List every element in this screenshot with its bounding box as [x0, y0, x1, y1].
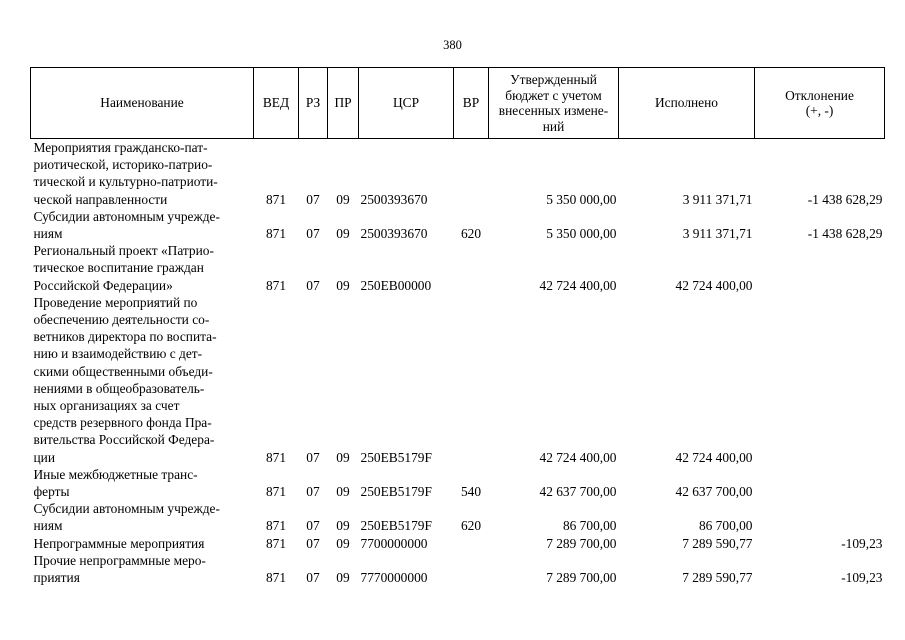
cell-name-line: Российской Федерации» [33, 277, 173, 293]
cell-csr: 250ЕВ00000 [360, 277, 432, 293]
header-approved-line: ний [542, 118, 565, 134]
header-ved: ВЕД [254, 68, 299, 139]
cell-vr: 620 [460, 226, 482, 242]
cell-ved: 871 [265, 570, 287, 586]
header-approved [489, 68, 619, 139]
cell-name-line: Проведение мероприятий по [33, 294, 198, 310]
cell-name-line: тической и культурно-патриоти- [33, 174, 218, 190]
cell-executed: 7 289 590,77 [682, 535, 753, 551]
cell-name [31, 535, 254, 552]
cell-deviation [755, 466, 885, 500]
cell-ved: 871 [265, 449, 287, 465]
cell-ved: 871 [265, 484, 287, 500]
cell-name [31, 466, 254, 500]
cell-ved: 871 [265, 518, 287, 534]
cell-csr: 7700000000 [360, 535, 428, 551]
cell-name [31, 139, 254, 208]
cell-deviation: -109,23 [841, 535, 883, 551]
table-row [31, 139, 885, 208]
table-row [31, 466, 885, 500]
table-row [31, 242, 885, 294]
cell-rz: 07 [306, 570, 320, 586]
cell-pr: 09 [336, 570, 350, 586]
cell-rz: 07 [306, 226, 320, 242]
cell-rz: 07 [306, 535, 320, 551]
header-row [31, 68, 885, 139]
cell-deviation: -1 438 628,29 [807, 191, 883, 207]
header-approved-line: внесенных измене- [498, 103, 609, 118]
cell-name-line: Мероприятия гражданско-пат- [33, 140, 208, 155]
cell-name-line: Региональный проект «Патрио- [33, 243, 214, 259]
header-pr: ПР [328, 68, 359, 139]
cell-ved: 871 [265, 226, 287, 242]
cell-approved: 42 724 400,00 [539, 449, 617, 465]
cell-name-line: ветников директора по воспита- [33, 329, 217, 345]
cell-name-line: средств резервного фонда Пра- [33, 415, 212, 431]
cell-pr: 09 [336, 484, 350, 500]
cell-name-line: приятия [33, 570, 80, 586]
cell-name-line: ниям [33, 518, 63, 534]
cell-name-line: ции [33, 449, 55, 465]
cell-pr: 09 [336, 518, 350, 534]
cell-name-line: ниям [33, 226, 63, 242]
cell-name [31, 552, 254, 586]
cell-vr [454, 139, 489, 208]
cell-csr: 2500393670 [360, 226, 428, 242]
cell-approved: 5 350 000,00 [546, 191, 617, 207]
header-csr: ЦСР [359, 68, 454, 139]
cell-name-line: обеспечению деятельности со- [33, 312, 210, 328]
cell-approved: 42 637 700,00 [539, 484, 617, 500]
cell-csr: 7770000000 [360, 570, 428, 586]
cell-name-line: вительства Российской Федера- [33, 432, 215, 448]
cell-vr [454, 552, 489, 586]
cell-rz: 07 [306, 191, 320, 207]
cell-vr [454, 535, 489, 552]
header-name: Наименование [31, 68, 254, 139]
cell-approved: 7 289 700,00 [546, 535, 617, 551]
cell-rz: 07 [306, 518, 320, 534]
cell-pr: 09 [336, 449, 350, 465]
cell-name-line: Прочие непрограммные меро- [33, 552, 206, 568]
table-row [31, 552, 885, 586]
cell-csr: 250ЕВ5179F [360, 484, 432, 500]
cell-executed: 42 724 400,00 [675, 277, 753, 293]
cell-name-line: нию и взаимодействию с дет- [33, 346, 203, 362]
cell-ved: 871 [265, 277, 287, 293]
cell-name [31, 294, 254, 466]
header-rz: РЗ [299, 68, 328, 139]
table-header [31, 68, 885, 139]
cell-deviation: -1 438 628,29 [807, 226, 883, 242]
cell-name [31, 242, 254, 294]
table-row [31, 208, 885, 242]
cell-name-line: нениями в общеобразователь- [33, 380, 205, 396]
page-number: 380 [443, 38, 462, 52]
cell-name-line: тическое воспитание граждан [33, 260, 204, 276]
cell-name-line: риотической, историко-патрио- [33, 157, 213, 173]
cell-name-line: Непрограммные мероприятия [33, 535, 205, 551]
cell-name-line: ных организациях за счет [33, 398, 180, 414]
cell-vr: 620 [460, 518, 482, 534]
table-body [31, 139, 885, 587]
cell-name [31, 500, 254, 534]
cell-executed: 42 637 700,00 [675, 484, 753, 500]
cell-executed: 3 911 371,71 [682, 191, 753, 207]
cell-pr: 09 [336, 226, 350, 242]
cell-deviation [755, 242, 885, 294]
cell-name-line: Иные межбюджетные транс- [33, 466, 198, 482]
cell-csr: 250ЕВ5179F [360, 518, 432, 534]
header-approved-line: Утвержденный [510, 72, 597, 87]
table-row [31, 500, 885, 534]
cell-ved: 871 [265, 535, 287, 551]
cell-csr: 2500393670 [360, 191, 428, 207]
cell-vr [454, 242, 489, 294]
header-approved-line: бюджет с учетом [505, 87, 602, 103]
cell-deviation [755, 500, 885, 534]
cell-csr: 250ЕВ5179F [360, 449, 432, 465]
cell-ved: 871 [265, 191, 287, 207]
cell-approved: 86 700,00 [562, 518, 617, 534]
cell-executed: 42 724 400,00 [675, 449, 753, 465]
table-row [31, 535, 885, 552]
cell-name-line: ческой направленности [33, 191, 168, 207]
table-row [31, 294, 885, 466]
header-deviation-line: Отклонение [785, 87, 854, 103]
cell-rz: 07 [306, 277, 320, 293]
cell-executed: 86 700,00 [698, 518, 753, 534]
cell-deviation: -109,23 [841, 570, 883, 586]
cell-deviation [755, 294, 885, 466]
cell-name-line: скими общественными объеди- [33, 363, 213, 379]
cell-name [31, 208, 254, 242]
cell-rz: 07 [306, 449, 320, 465]
header-vr: ВР [454, 68, 489, 139]
header-executed: Исполнено [619, 68, 755, 139]
cell-vr: 540 [460, 484, 482, 500]
cell-approved: 7 289 700,00 [546, 570, 617, 586]
header-deviation [755, 68, 885, 139]
cell-name-line: ферты [33, 484, 70, 500]
budget-table [30, 67, 885, 586]
cell-rz: 07 [306, 484, 320, 500]
cell-pr: 09 [336, 535, 350, 551]
cell-name-line: Субсидии автономным учрежде- [33, 501, 220, 517]
cell-approved: 5 350 000,00 [546, 226, 617, 242]
header-deviation-line: (+, -) [805, 103, 834, 118]
cell-vr [454, 294, 489, 466]
cell-executed: 3 911 371,71 [682, 226, 753, 242]
cell-pr: 09 [336, 277, 350, 293]
cell-name-line: Субсидии автономным учрежде- [33, 208, 220, 224]
cell-approved: 42 724 400,00 [539, 277, 617, 293]
cell-executed: 7 289 590,77 [682, 570, 753, 586]
cell-pr: 09 [336, 191, 350, 207]
